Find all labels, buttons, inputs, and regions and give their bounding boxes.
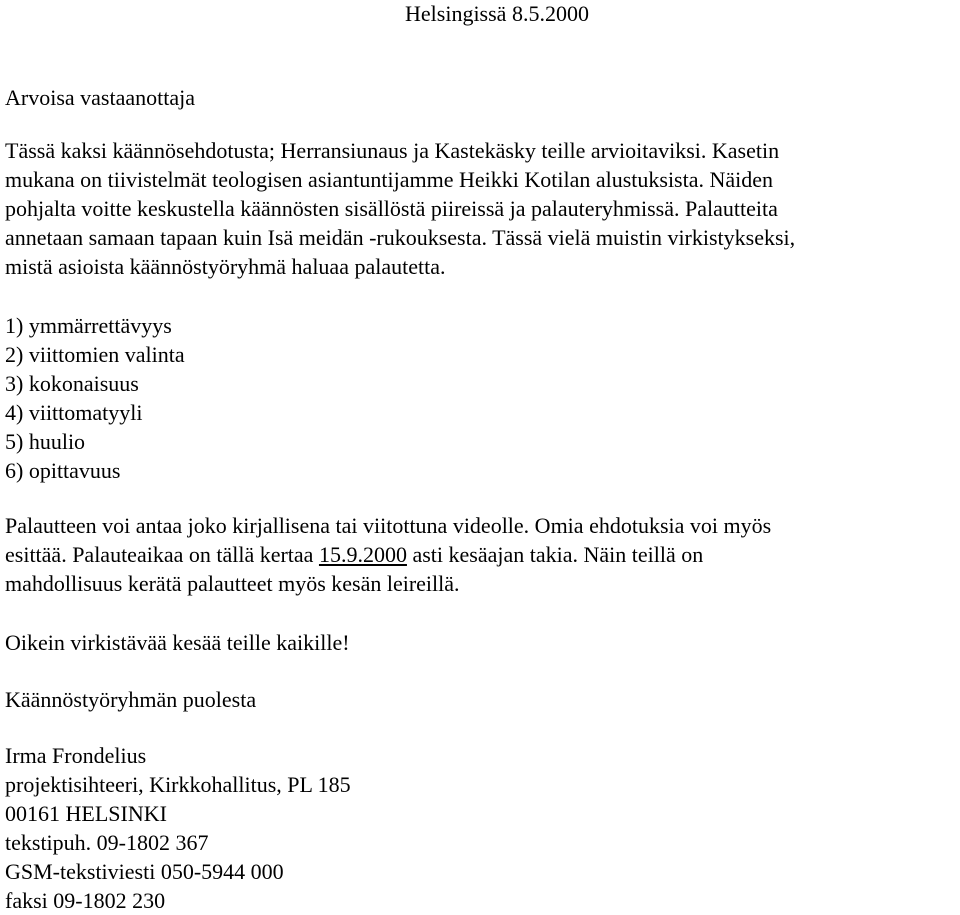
feedback-paragraph xyxy=(5,511,960,598)
wishes: Oikein virkistävää kesää teille kaikille! xyxy=(5,630,350,655)
criteria-item: 2) viittomien valinta xyxy=(5,342,185,367)
body-paragraph xyxy=(5,136,960,281)
feedback-line: Palautteen voi antaa joko kirjallisena tai viitottuna videolle. Omia ehdotuksia voi myös xyxy=(5,513,772,538)
greeting: Arvoisa vastaanottaja xyxy=(5,85,195,110)
criteria-item: 3) kokonaisuus xyxy=(5,371,139,396)
criteria-item: 1) ymmärrettävyys xyxy=(5,313,172,338)
feedback-line: mahdollisuus kerätä palautteet myös kesän leireillä. xyxy=(5,571,460,596)
criteria-list xyxy=(5,311,960,485)
signer-postal: 00161 HELSINKI xyxy=(5,801,167,826)
signer-name: Irma Frondelius xyxy=(5,743,147,768)
body-line: annetaan samaan tapaan kuin Isä meidän -rukouksesta. Tässä vielä muistin virkistykseksi, xyxy=(5,225,796,250)
body-line: mukana on tiivistelmät teologisen asiantuntijamme Heikki Kotilan alustuksista. Näiden xyxy=(5,167,774,192)
signer-sms: GSM-tekstiviesti 050-5944 000 xyxy=(5,859,284,884)
feedback-line xyxy=(5,540,960,569)
closing: Käännöstyöryhmän puolesta xyxy=(5,687,257,712)
feedback-text: asti kesäajan takia. Näin teillä on xyxy=(406,542,704,567)
criteria-item: 5) huulio xyxy=(5,429,86,454)
signer-fax: faksi 09-1802 230 xyxy=(5,888,166,913)
deadline-date: 15.9.2000 xyxy=(318,542,407,567)
signature-block xyxy=(5,741,960,915)
body-line: pohjalta voitte keskustella käännösten sisällöstä piireissä ja palauteryhmissä. Palautteita xyxy=(5,196,778,221)
signer-title: projektisihteeri, Kirkkohallitus, PL 185 xyxy=(5,772,351,797)
signer-textphone: tekstipuh. 09-1802 367 xyxy=(5,830,209,855)
criteria-item: 4) viittomatyyli xyxy=(5,400,143,425)
letter-date: Helsingissä 8.5.2000 xyxy=(405,1,589,26)
feedback-text: esittää. Palauteaikaa on tällä kertaa xyxy=(5,542,319,567)
criteria-item: 6) opittavuus xyxy=(5,458,121,483)
body-line: mistä asioista käännöstyöryhmä haluaa palautetta. xyxy=(5,254,446,279)
body-line: Tässä kaksi käännösehdotusta; Herransiunaus ja Kastekäsky teille arvioitaviksi. Kasetin xyxy=(5,138,780,163)
